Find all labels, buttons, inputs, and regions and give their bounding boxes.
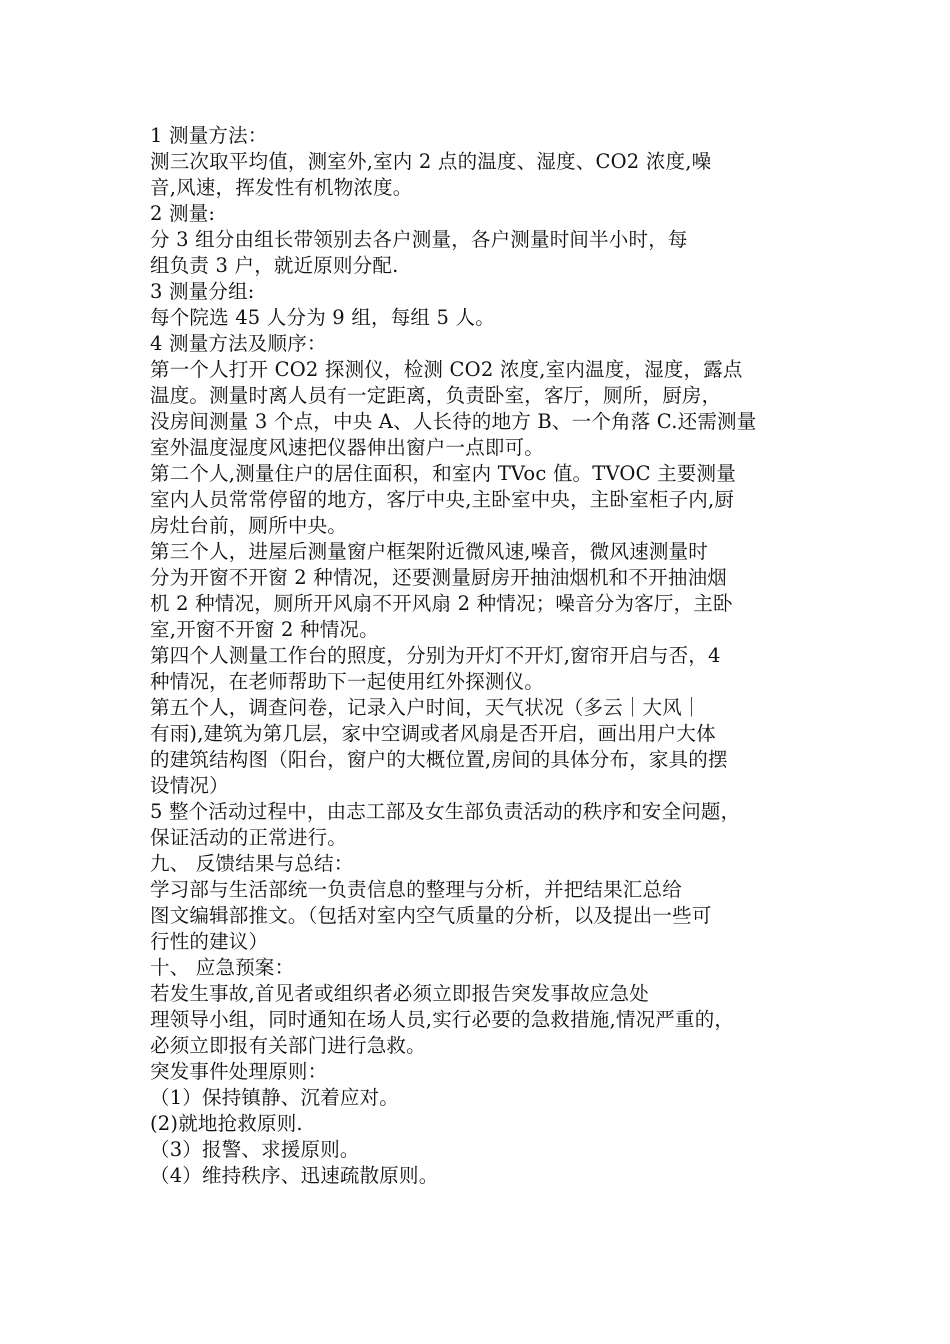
list-item: (2)就地抢救原则.	[150, 1112, 303, 1135]
text-line: 学习部与生活部统一负责信息的整理与分析，并把结果汇总给	[150, 878, 682, 901]
text-line: 分为开窗不开窗 2 种情况，还要测量厨房开抽油烟机和不开抽油烟	[150, 566, 728, 589]
text-line: 分 3 组分由组长带领别去各户测量，各户测量时间半小时，每	[150, 228, 688, 251]
text-line: 突发事件处理原则：	[150, 1060, 328, 1083]
text-line: 室,开窗不开窗 2 种情况。	[150, 618, 379, 641]
text-line: 第一个人打开 CO2 探测仪，检测 CO2 浓度,室内温度，湿度，露点	[150, 358, 743, 381]
list-item: （3）报警、求援原则。	[150, 1138, 360, 1161]
text-line: 的建筑结构图（阳台，窗户的大概位置,房间的具体分布，家具的摆	[150, 748, 728, 771]
text-line: 理领导小组，同时通知在场人员,实行必要的急救措施,情况严重的，	[150, 1008, 735, 1031]
text-line: 房灶台前，厕所中央。	[150, 514, 348, 537]
text-line: 没房间测量 3 个点，中央 A、人长待的地方 B、一个角落 C.还需测量	[150, 410, 757, 433]
text-line: 第三个人，进屋后测量窗户框架附近微风速,噪音，微风速测量时	[150, 540, 708, 563]
heading-section-9: 九、 反馈结果与总结：	[150, 852, 354, 875]
text-line: 室外温度湿度风速把仪器伸出窗户一点即可。	[150, 436, 545, 459]
text-line: 组负责 3 户，就近原则分配.	[150, 254, 399, 277]
text-line: 设情况）	[150, 774, 229, 797]
text-line: 图文编辑部推文。（包括对室内空气质量的分析，以及提出一些可	[150, 904, 712, 927]
text-line: 第二个人,测量住户的居住面积，和室内 TVoc 值。TVOC 主要测量	[150, 462, 736, 485]
text-line: 测三次取平均值，测室外,室内 2 点的温度、湿度、CO2 浓度,噪	[150, 150, 712, 173]
text-line: 室内人员常常停留的地方，客厅中央,主卧室中央，主卧室柜子内,厨	[150, 488, 735, 511]
text-line: 机 2 种情况，厕所开风扇不开风扇 2 种情况；噪音分为客厅，主卧	[150, 592, 733, 615]
text-line: 有雨),建筑为第几层，家中空调或者风扇是否开启，画出用户大体	[150, 722, 716, 745]
text-line: 第五个人，调查问卷，记录入户时间，天气状况（多云｜大风｜	[150, 696, 702, 719]
list-item: （1）保持镇静、沉着应对。	[150, 1086, 400, 1109]
text-line: 行性的建议）	[150, 930, 269, 953]
text-line: 2 测量:	[150, 202, 216, 225]
text-line: 5 整个活动过程中，由志工部及女生部负责活动的秩序和安全问题，	[150, 800, 741, 823]
text-line: 种情况，在老师帮助下一起使用红外探测仪。	[150, 670, 545, 693]
text-line: 1 测量方法：	[150, 124, 268, 147]
text-line: 保证活动的正常进行。	[150, 826, 348, 849]
heading-section-10: 十、 应急预案：	[150, 956, 295, 979]
text-line: 若发生事故,首见者或组织者必须立即报告突发事故应急处	[150, 982, 649, 1005]
text-line: 音,风速，挥发性有机物浓度。	[150, 176, 413, 199]
text-line: 第四个人测量工作台的照度，分别为开灯不开灯,窗帘开启与否，4	[150, 644, 721, 667]
text-line: 每个院选 45 人分为 9 组，每组 5 人。	[150, 306, 495, 329]
text-line: 4 测量方法及顺序：	[150, 332, 327, 355]
list-item: （4）维持秩序、迅速疏散原则。	[150, 1164, 439, 1187]
text-line: 3 测量分组:	[150, 280, 255, 303]
text-line: 必须立即报有关部门进行急救。	[150, 1034, 426, 1057]
text-line: 温度。测量时离人员有一定距离，负责卧室，客厅，厕所，厨房，	[150, 384, 722, 407]
